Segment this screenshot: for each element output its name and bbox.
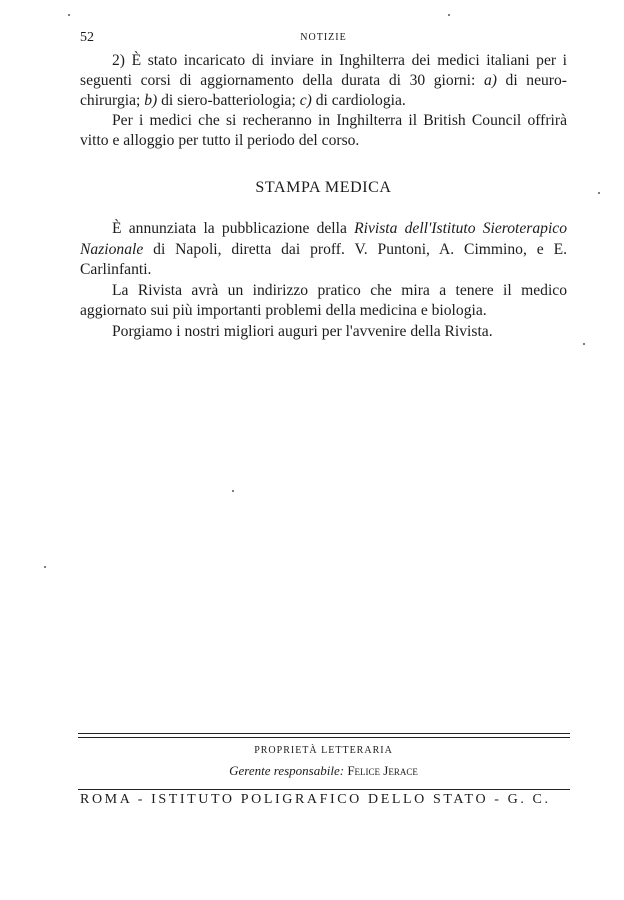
page-header [80, 30, 567, 48]
rights-notice: PROPRIETÀ LETTERARIA [254, 745, 393, 756]
footer-rule-top [78, 733, 570, 734]
notice-text [80, 51, 567, 151]
item-b-marker: b) [144, 92, 158, 109]
section-title: STAMPA MEDICA [255, 179, 392, 196]
footer-rule-second [78, 737, 570, 738]
paragraph-journal-scope: La Rivista avrà un indirizzo pratico che mira a tenere il medico aggiornato sui più importanti problemi della medicina e biologia. [80, 281, 567, 319]
scan-speck [448, 14, 450, 16]
paragraph-wishes: Porgiamo i nostri migliori auguri per l'avvenire della Rivista. [112, 322, 493, 340]
announcement-text-1: È annunziata la pubblicazione della [112, 220, 355, 237]
courses-text-4: di cardiologia. [311, 92, 406, 109]
scan-speck [44, 566, 46, 568]
courses-text-2: di neuro-chirurgia; [80, 72, 567, 109]
printer-imprint: ROMA - ISTITUTO POLIGRAFICO DELLO STATO - G. C. [80, 792, 551, 807]
scan-speck [583, 343, 585, 345]
courses-text-1: 2) È stato incaricato di inviare in Inghilterra dei medici italiani per i seguenti corsi di aggiornamento della durata di 30 giorni: [80, 52, 567, 89]
item-a-marker: a) [483, 72, 497, 89]
courses-text-3: di siero-batteriologia; [157, 92, 300, 109]
paragraph-announcement [80, 219, 567, 281]
announcement-text-2: di Napoli, diretta dai proff. V. Puntoni, A. Cimmino, e E. Carlinfanti. [80, 240, 567, 278]
manager-label: Gerente responsabile: [229, 763, 345, 778]
running-head: NOTIZIE [300, 32, 347, 43]
page-number: 52 [80, 30, 94, 45]
scan-speck [598, 192, 600, 194]
scan-speck [232, 490, 234, 492]
scan-speck [68, 14, 70, 16]
paragraph-british-council: Per i medici che si recheranno in Inghilterra il British Council offrirà vitto e alloggio per tutto il periodo del corso. [80, 112, 567, 149]
paragraph-courses [80, 51, 567, 111]
manager-line [80, 763, 567, 779]
journal-title: Rivista dell'Istituto Sieroterapico Nazionale [80, 220, 568, 258]
manager-name: Felice Jerace [347, 763, 418, 778]
footer-rule-bottom [78, 789, 570, 790]
section-text [80, 219, 567, 342]
item-c-marker: c) [299, 92, 312, 109]
